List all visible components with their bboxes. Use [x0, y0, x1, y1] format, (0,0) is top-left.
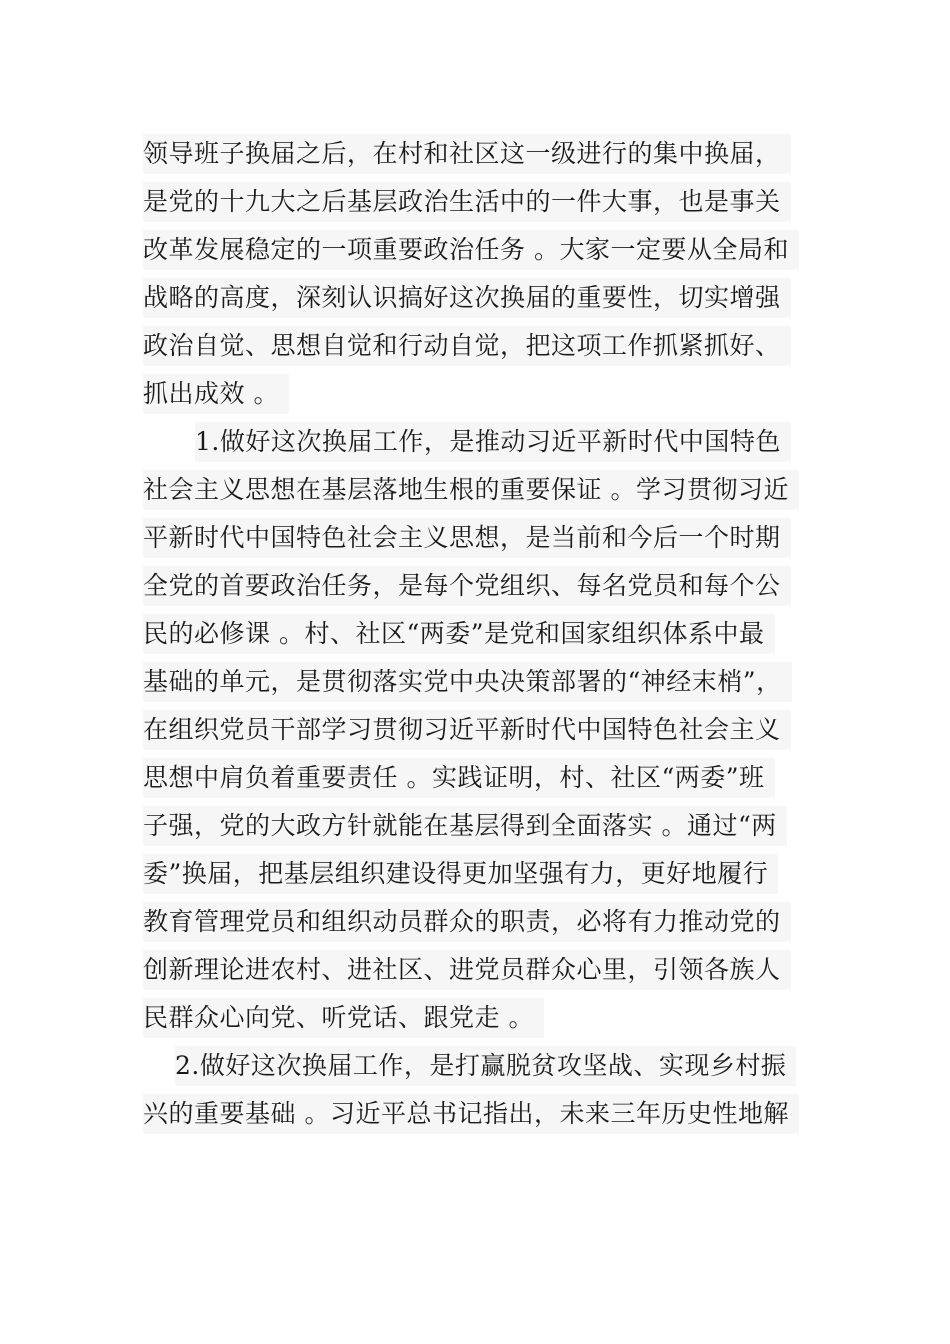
text-line: 政治自觉、思想自觉和行动自觉，把这项工作抓紧抓好、 — [143, 322, 813, 370]
text-line: 基础的单元，是贯彻落实党中央决策部署的“神经末梢”， — [143, 658, 813, 706]
text-line: 战略的高度，深刻认识搞好这次换届的重要性，切实增强 — [143, 274, 813, 322]
text-line: 兴的重要基础 。习近平总书记指出，未来三年历史性地解 — [143, 1090, 813, 1138]
text-line: 在组织党员干部学习贯彻习近平新时代中国特色社会主义 — [143, 706, 813, 754]
text-line: 思想中肩负着重要责任 。实践证明，村、社区“两委”班 — [143, 754, 813, 802]
text-line: 平新时代中国特色社会主义思想，是当前和今后一个时期 — [143, 514, 813, 562]
text-line: 抓出成效 。 — [143, 370, 813, 418]
text-line: 民群众心向党、听党话、跟党走 。 — [143, 994, 813, 1042]
text-line: 创新理论进农村、进社区、进党员群众心里，引领各族人 — [143, 946, 813, 994]
paragraph-2-start: 2.做好这次换届工作，是打赢脱贫攻坚战、实现乡村振 — [143, 1042, 813, 1090]
text-line: 委”换届，把基层组织建设得更加坚强有力，更好地履行 — [143, 850, 813, 898]
text-line: 社会主义思想在基层落地生根的重要保证 。学习贯彻习近 — [143, 466, 813, 514]
text-line: 教育管理党员和组织动员群众的职责，必将有力推动党的 — [143, 898, 813, 946]
text-line: 领导班子换届之后，在村和社区这一级进行的集中换届， — [143, 130, 813, 178]
text-line: 子强，党的大政方针就能在基层得到全面落实 。通过“两 — [143, 802, 813, 850]
body-text — [143, 130, 813, 1138]
text-line: 民的必修课 。村、社区“两委”是党和国家组织体系中最 — [143, 610, 813, 658]
text-line: 全党的首要政治任务，是每个党组织、每名党员和每个公 — [143, 562, 813, 610]
text-line: 是党的十九大之后基层政治生活中的一件大事，也是事关 — [143, 178, 813, 226]
paragraph-1-start: 1.做好这次换届工作，是推动习近平新时代中国特色 — [143, 418, 813, 466]
text-line: 改革发展稳定的一项重要政治任务 。大家一定要从全局和 — [143, 226, 813, 274]
